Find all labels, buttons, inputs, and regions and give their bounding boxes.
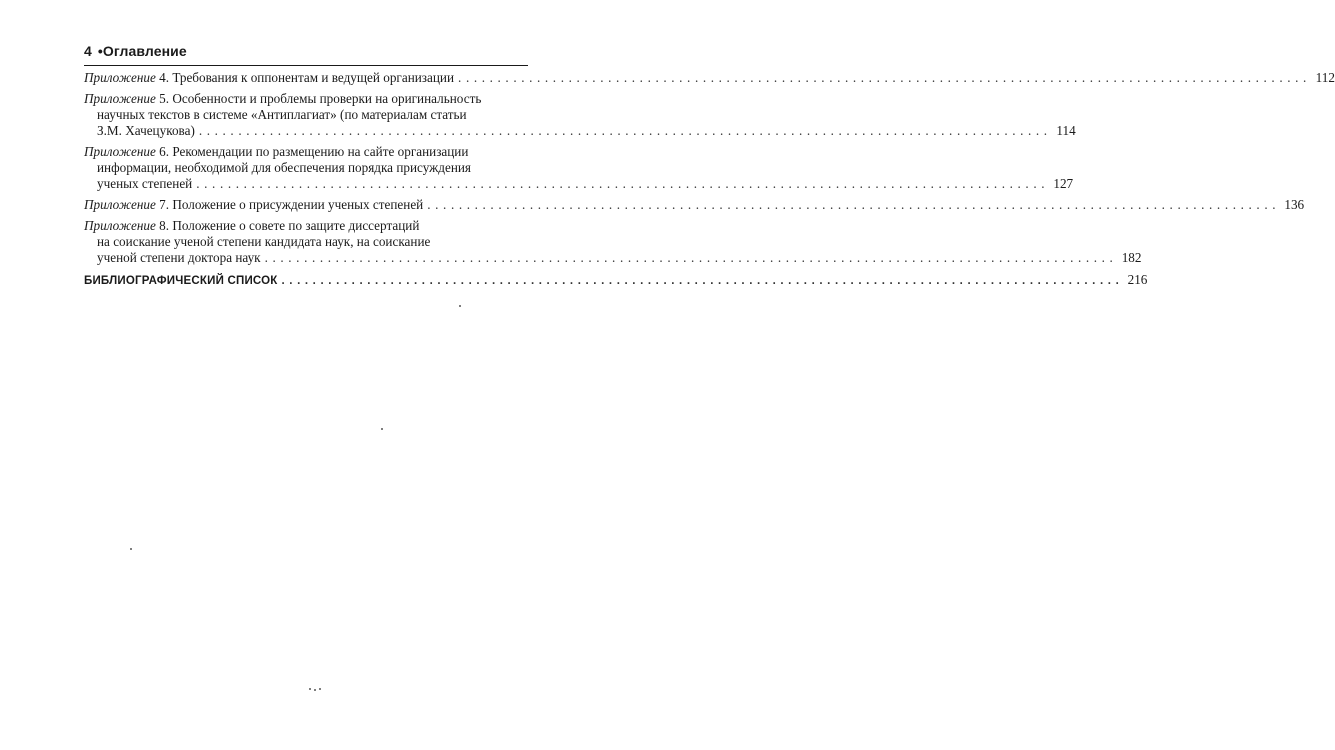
toc-entry-title-continued: научных текстов в системе «Антиплагиат» (по материалам статьи — [97, 107, 467, 122]
toc-entry-appendix-5[interactable] — [84, 91, 1076, 139]
dot-leader: ............................................................................................................ — [264, 250, 1118, 265]
toc-entry-number: 5 — [159, 91, 166, 106]
toc-entry-label: Приложение — [84, 144, 156, 159]
toc-entry-number: 6 — [159, 144, 166, 159]
toc-entry-title-end: ученых степеней — [97, 176, 193, 191]
dot-leader: ............................................................................................................ — [281, 275, 1124, 287]
toc-entry-appendix-4[interactable] — [84, 70, 1335, 86]
toc-entry-title: . Положение о присуждении ученых степеней — [165, 197, 424, 212]
scan-speck — [319, 688, 321, 690]
toc-entry-bibliography[interactable] — [84, 272, 1148, 289]
toc-entry-title: . Требования к оппонентам и ведущей организации — [165, 70, 455, 85]
header-page-number: 4 — [84, 43, 92, 59]
toc-entry-title: . Положение о совете по защите диссертаций — [165, 218, 420, 233]
toc-entry-text — [84, 70, 454, 86]
header-bullet: • — [97, 43, 103, 59]
scan-speck — [130, 548, 132, 550]
table-of-contents — [84, 70, 1335, 294]
toc-entry-title: . Особенности и проблемы проверки на оригинальность — [165, 91, 482, 106]
toc-entry-title-continued: на соискание ученой степени кандидата наук, на соискание — [97, 234, 431, 249]
dot-leader: ............................................................................................................ — [198, 123, 1052, 138]
toc-entry-title-end: З.М. Хачецукова) — [97, 123, 195, 138]
toc-entry-number: 8 — [159, 218, 166, 233]
dot-leader: ............................................................................................................ — [458, 70, 1311, 85]
dot-leader: ............................................................................................................ — [427, 197, 1281, 212]
scan-speck — [459, 305, 461, 307]
toc-entry-number: 4 — [159, 70, 166, 85]
toc-entry-label: Приложение — [84, 218, 156, 233]
bibliography-page: 216 — [1127, 272, 1148, 287]
toc-entry-label: Приложение — [84, 70, 156, 85]
toc-entry-page: 136 — [1284, 197, 1305, 212]
toc-entry-page: 127 — [1053, 176, 1074, 191]
toc-entry-page: 114 — [1056, 123, 1076, 138]
bibliography-title: БИБЛИОГРАФИЧЕСКИЙ СПИСОК — [84, 275, 278, 287]
dot-leader: ............................................................................................................ — [196, 176, 1050, 191]
toc-entry-label: Приложение — [84, 197, 156, 212]
header-title: Оглавление — [102, 43, 187, 59]
toc-entry-title-continued: информации, необходимой для обеспечения порядка присуждения — [97, 160, 471, 175]
scan-speck — [314, 689, 316, 691]
page-header — [84, 43, 528, 59]
toc-entry-appendix-8[interactable] — [84, 218, 1142, 266]
toc-entry-number: 7 — [159, 197, 166, 212]
scan-speck — [381, 428, 383, 430]
toc-entry-text — [84, 197, 423, 213]
toc-entry-page: 182 — [1121, 250, 1142, 265]
toc-entry-title-end: ученой степени доктора наук — [97, 250, 261, 265]
scan-speck — [309, 688, 311, 690]
toc-entry-title: . Рекомендации по размещению на сайте организации — [165, 144, 469, 159]
toc-entry-appendix-6[interactable] — [84, 144, 1074, 192]
toc-entry-label: Приложение — [84, 91, 156, 106]
toc-entry-appendix-7[interactable] — [84, 197, 1305, 213]
header-rule — [84, 65, 528, 66]
toc-entry-page: 112 — [1315, 70, 1335, 85]
